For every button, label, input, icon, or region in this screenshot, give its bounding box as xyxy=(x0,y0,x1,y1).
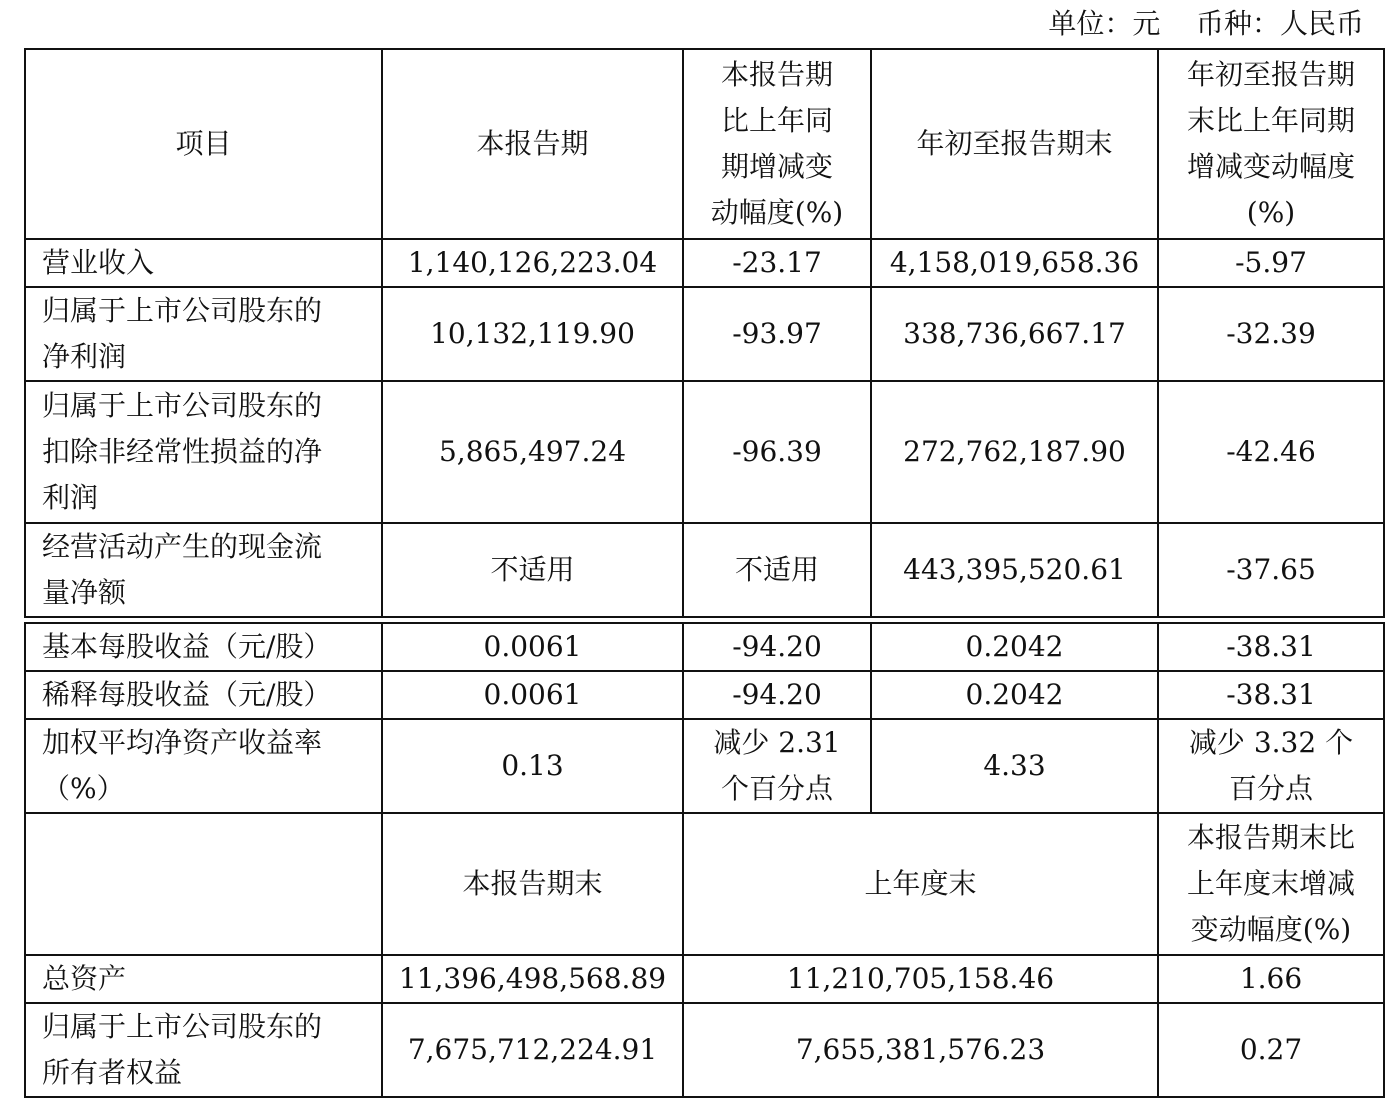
cell-yoy: -94.20 xyxy=(683,671,871,719)
cell-current: 5,865,497.24 xyxy=(382,381,683,523)
table-row xyxy=(25,239,1384,287)
table-header-row xyxy=(25,49,1384,239)
table-row xyxy=(25,287,1384,381)
cell-ytd-yoy: 减少 3.32 个 百分点 xyxy=(1158,719,1384,813)
table-row xyxy=(25,719,1384,813)
cell-ytd-yoy: -42.46 xyxy=(1158,381,1384,523)
cell-ytd-yoy: -38.31 xyxy=(1158,623,1384,671)
row-label: 归属于上市公司股东的 扣除非经常性损益的净 利润 xyxy=(25,381,382,523)
header-ytd: 年初至报告期末 xyxy=(871,49,1158,239)
cell-ytd: 0.2042 xyxy=(871,671,1158,719)
table-row xyxy=(25,671,1384,719)
row-label: 归属于上市公司股东的 净利润 xyxy=(25,287,382,381)
unit-currency-note: 单位：元 币种：人民币 xyxy=(1048,7,1364,40)
cell-current: 0.0061 xyxy=(382,623,683,671)
cell-ytd: 0.2042 xyxy=(871,623,1158,671)
cell-ytd: 272,762,187.90 xyxy=(871,381,1158,523)
cell-yoy: -23.17 xyxy=(683,239,871,287)
row-label: 总资产 xyxy=(25,955,382,1003)
table-row xyxy=(25,1003,1384,1097)
row-label: 归属于上市公司股东的 所有者权益 xyxy=(25,1003,382,1097)
header2-change: 本报告期末比 上年度末增减 变动幅度(%) xyxy=(1158,813,1384,955)
cell-prior-end: 11,210,705,158.46 xyxy=(683,955,1158,1003)
header-item: 项目 xyxy=(25,49,382,239)
cell-ytd-yoy: -32.39 xyxy=(1158,287,1384,381)
table-row xyxy=(25,381,1384,523)
cell-yoy: 减少 2.31 个百分点 xyxy=(683,719,871,813)
table-row xyxy=(25,523,1384,617)
cell-current: 10,132,119.90 xyxy=(382,287,683,381)
row-label: 营业收入 xyxy=(25,239,382,287)
table-header-row-2 xyxy=(25,813,1384,955)
financial-data-table xyxy=(24,48,1385,1098)
cell-ytd: 338,736,667.17 xyxy=(871,287,1158,381)
row-label: 基本每股收益（元/股） xyxy=(25,623,382,671)
cell-change: 1.66 xyxy=(1158,955,1384,1003)
cell-current: 1,140,126,223.04 xyxy=(382,239,683,287)
cell-yoy: -96.39 xyxy=(683,381,871,523)
header2-current-end: 本报告期末 xyxy=(382,813,683,955)
cell-ytd-yoy: -5.97 xyxy=(1158,239,1384,287)
header-yoy-change: 本报告期 比上年同 期增减变 动幅度(%) xyxy=(683,49,871,239)
cell-yoy: 不适用 xyxy=(683,523,871,617)
cell-ytd: 4,158,019,658.36 xyxy=(871,239,1158,287)
cell-prior-end: 7,655,381,576.23 xyxy=(683,1003,1158,1097)
cell-yoy: -94.20 xyxy=(683,623,871,671)
cell-current-end: 11,396,498,568.89 xyxy=(382,955,683,1003)
row-label: 经营活动产生的现金流 量净额 xyxy=(25,523,382,617)
cell-current: 0.0061 xyxy=(382,671,683,719)
header-current-period: 本报告期 xyxy=(382,49,683,239)
cell-ytd-yoy: -37.65 xyxy=(1158,523,1384,617)
cell-ytd: 443,395,520.61 xyxy=(871,523,1158,617)
cell-current: 不适用 xyxy=(382,523,683,617)
cell-current: 0.13 xyxy=(382,719,683,813)
row-label: 稀释每股收益（元/股） xyxy=(25,671,382,719)
cell-yoy: -93.97 xyxy=(683,287,871,381)
cell-ytd-yoy: -38.31 xyxy=(1158,671,1384,719)
header-ytd-yoy-change: 年初至报告期 末比上年同期 增减变动幅度 (%) xyxy=(1158,49,1384,239)
table-row xyxy=(25,955,1384,1003)
cell-ytd: 4.33 xyxy=(871,719,1158,813)
cell-current-end: 7,675,712,224.91 xyxy=(382,1003,683,1097)
row-label: 加权平均净资产收益率 （%） xyxy=(25,719,382,813)
table-row xyxy=(25,623,1384,671)
header2-item xyxy=(25,813,382,955)
cell-change: 0.27 xyxy=(1158,1003,1384,1097)
header2-prior-year-end: 上年度末 xyxy=(683,813,1158,955)
